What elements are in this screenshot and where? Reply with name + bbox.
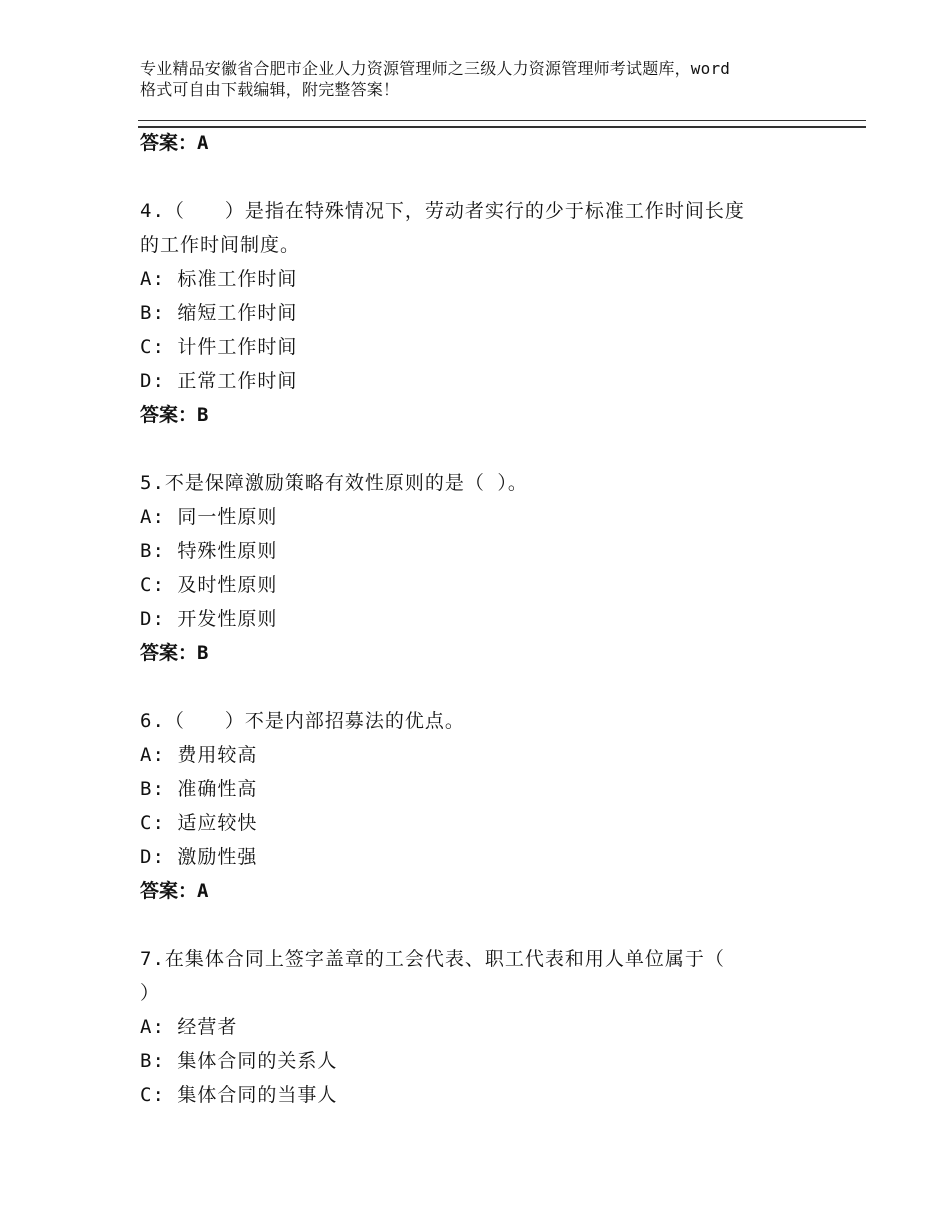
option-a: A: 标准工作时间 [140, 268, 298, 290]
question-5 [140, 466, 840, 670]
answer-q5: 答案：B [140, 642, 209, 664]
option-c: C: 集体合同的当事人 [140, 1084, 338, 1106]
answer-q3: 答案：A [140, 132, 209, 154]
option-c: C: 计件工作时间 [140, 336, 298, 358]
question-7 [140, 942, 840, 1112]
option-b: B: 特殊性原则 [140, 540, 278, 562]
question-text-line-1: 4.（ ）是指在特殊情况下，劳动者实行的少于标准工作时间长度 [140, 200, 745, 222]
option-a: A: 经营者 [140, 1016, 238, 1038]
option-d: D: 激励性强 [140, 846, 258, 868]
option-d: D: 开发性原则 [140, 608, 278, 630]
option-c: C: 适应较快 [140, 812, 258, 834]
answer-q4: 答案：B [140, 404, 209, 426]
question-6 [140, 704, 840, 908]
option-a: A: 同一性原则 [140, 506, 278, 528]
question-text-line-1: 7.在集体合同上签字盖章的工会代表、职工代表和用人单位属于（ [140, 948, 725, 970]
header-line-1: 专业精品安徽省合肥市企业人力资源管理师之三级人力资源管理师考试题库，word [140, 59, 731, 78]
option-c: C: 及时性原则 [140, 574, 278, 596]
question-text-line-1: 5.不是保障激励策略有效性原则的是（ ）。 [140, 472, 528, 494]
answer-q6: 答案：A [140, 880, 209, 902]
option-b: B: 集体合同的关系人 [140, 1050, 338, 1072]
header-line-2: 格式可自由下载编辑，附完整答案！ [140, 80, 400, 99]
option-b: B: 缩短工作时间 [140, 302, 298, 324]
question-text-line-1: 6.（ ）不是内部招募法的优点。 [140, 710, 465, 732]
option-d: D: 正常工作时间 [140, 370, 298, 392]
option-b: B: 准确性高 [140, 778, 258, 800]
option-a: A: 费用较高 [140, 744, 258, 766]
document-body [140, 126, 840, 1112]
question-text-line-2: 的工作时间制度。 [140, 234, 301, 256]
document-header [140, 58, 840, 100]
question-text-line-2: ） [140, 982, 161, 1004]
question-4 [140, 194, 840, 432]
